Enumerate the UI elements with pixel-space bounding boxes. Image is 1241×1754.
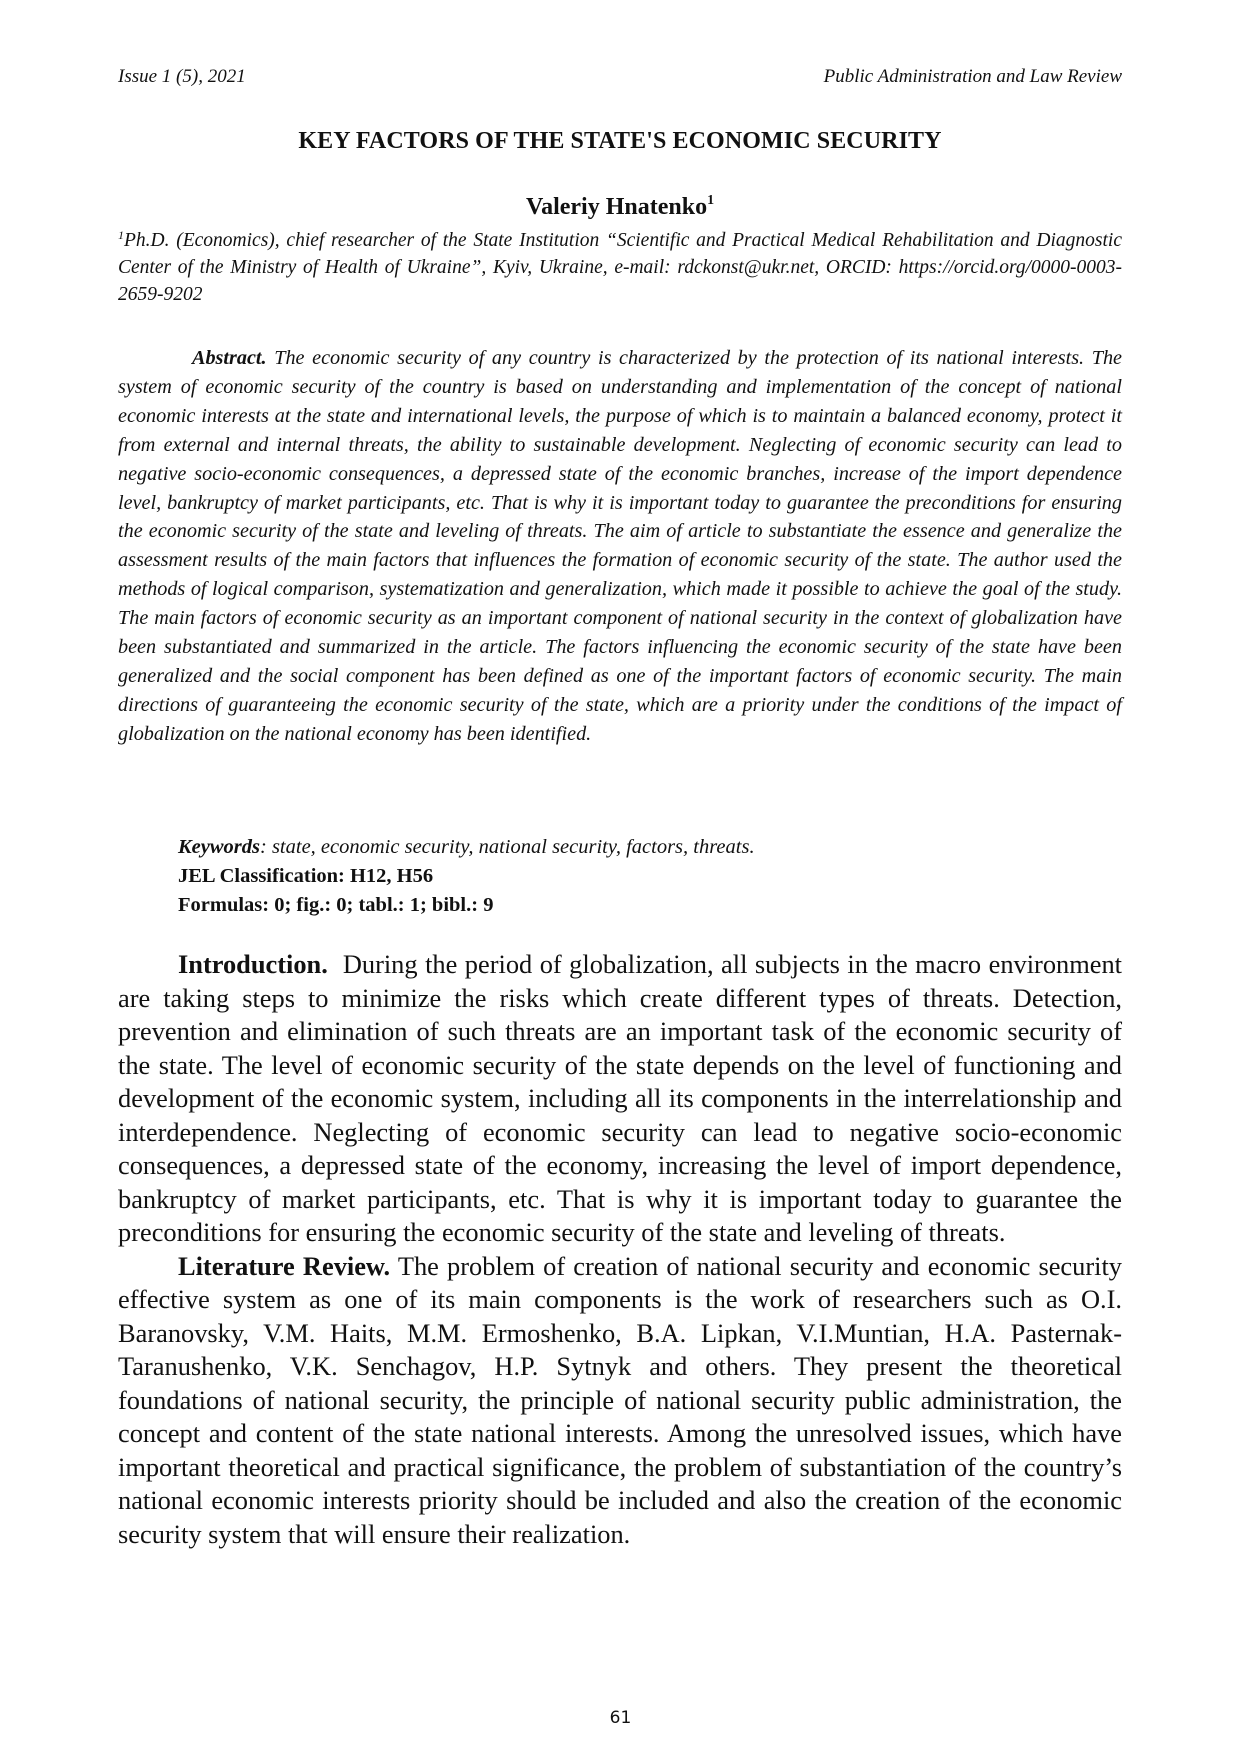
- issue-label: Issue 1 (5), 2021: [118, 66, 246, 87]
- author-affiliation: [118, 227, 1122, 308]
- article-title: KEY FACTORS OF THE STATE'S ECONOMIC SECURITY: [298, 128, 942, 154]
- literature-review-heading: Literature Review.: [178, 1250, 391, 1281]
- abstract: [118, 344, 1122, 749]
- jel-classification: JEL Classification: H12, H56: [178, 865, 434, 887]
- abstract-text: The economic security of any country is characterized by the protection of its national interests. The system of economic security of the country is based on understanding and implementation of the concept of national economic interests at the state and international levels, the purpose of which is to maintain a balanced economy, protect it from external and internal threats, the ability to sustainable development. Neglecting of economic security can lead to negative socio-economic consequences, a depressed state of the economic branches, increase of the import dependence level, bankruptcy of market participants, etc. That is why it is important today to guarantee the preconditions for ensuring the economic security of the state and leveling of threats. The aim of article to substantiate the essence and generalize the assessment results of the main factors that influences the formation of economic security of the state. The author used the methods of logical comparison, systematization and generalization, which made it possible to achieve the goal of the study. The main factors of economic security as an important component of national security in the context of globalization have been substantiated and summarized in the article. The factors influencing the economic security of the state have been generalized and the social component has been defined as one of the important factors of economic security. The main directions of guaranteeing the economic security of the state, which are a priority under the conditions of the impact of globalization on the national economy has been identified.: [118, 347, 1122, 745]
- article-metadata: [178, 833, 1122, 920]
- journal-name: Public Administration and Law Review: [823, 66, 1122, 87]
- introduction-text: During the period of globalization, all subjects in the macro environment are taking steps to minimize the risks which create different types of threats. Detection, prevention and elimination of such threats are an important task of the economic security of the state. The level of economic security of the state depends on the level of functioning and development of the economic system, including all its components in the interrelationship and interdependence. Neglecting of economic security can lead to negative socio-economic consequences, a depressed state of the economy, increasing the level of import dependence, bankruptcy of market participants, etc. That is why it is important today to guarantee the preconditions for ensuring the economic security of the state and leveling of threats.: [118, 949, 1122, 1247]
- author-footnote-mark: 1: [707, 193, 715, 208]
- author-name: Valeriy Hnatenko: [525, 194, 708, 220]
- literature-review-paragraph: [118, 1250, 1122, 1552]
- author-line: [118, 194, 1122, 221]
- article-counts: Formulas: 0; fig.: 0; tabl.: 1; bibl.: 9: [178, 894, 494, 916]
- keywords-label: Keywords: [178, 836, 260, 858]
- article-body: [118, 948, 1122, 1551]
- running-header: [118, 66, 1122, 92]
- introduction-paragraph: [118, 948, 1122, 1250]
- affiliation-mark: 1: [118, 228, 124, 242]
- page-number: 61: [609, 1708, 632, 1728]
- abstract-label: Abstract.: [192, 347, 267, 369]
- keywords-text: : state, economic security, national security, factors, threats.: [260, 836, 755, 858]
- affiliation-text: Ph.D. (Economics), chief researcher of the State Institution “Scientific and Practical Medical Rehabilitation and Diagnostic Center of the Ministry of Health of Ukraine”, Kyiv, Ukraine, e-mail: rdckonst@ukr.net, ORCID: https://orcid.org/0000-0003-2659-9202: [118, 230, 1122, 305]
- introduction-heading: Introduction.: [178, 949, 328, 979]
- keywords-line: [178, 833, 1122, 862]
- literature-review-text: The problem of creation of national security and economic security effective system as one of its main components is the work of researchers such as O.I. Baranovsky, V.M. Haits, M.M. Ermoshenko, B.A. Lipkan, V.I.Muntian, H.A. Pasternak-Taranushenko, V.K. Senchagov, H.P. Sytnyk and others. They present the theoretical foundations of national security, the principle of national security public administration, the concept and content of the state national interests. Among the unresolved issues, which have important theoretical and practical significance, the problem of substantiation of the country’s national economic interests priority should be included and also the creation of the economic security system that will ensure their realization.: [118, 1250, 1122, 1549]
